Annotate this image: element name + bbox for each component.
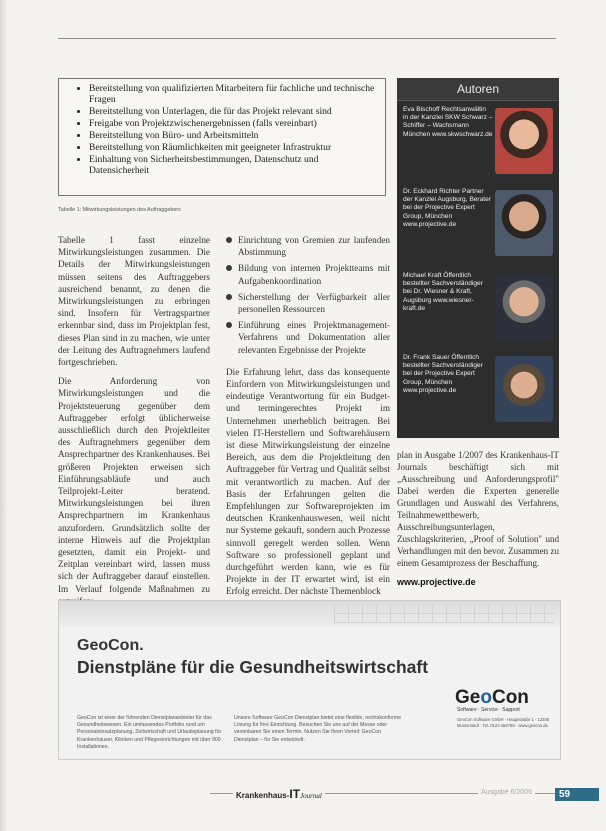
paragraph: Die Anforderung von Mitwirkungsleistungen und die Projektsteuerung gegenüber dem Auftraggeber erfolgt üblicherweise ausschließlich durch den Projektleiter des Auftragnehmers gegenüber dem Ansprechpartner des Krankenhauses. Bei größeren Projekten erweisen sich Einführungsabläufe und auch Teilprojekt-Leiter beratend. Mitwirkungsleistungen bei ihren Ansprechpartnern im Krankenhaus anzufordern. Grundsätzlich sollte der interne Hinweis auf die Projektplan gesetzten, damit ein Projekt- und Zeitplan vereinbart wird, lassen muss sich der Auftraggeber darauf einstellen. Im Verlauf folgende Maßnahmen zu (58, 376, 210, 594)
paragraph: Tabelle 1 fasst einzelne Mitwirkungsleistungen zusammen. Die Details der Mitwirkungsleistungen müssen seitens des Auftraggebers ausreichend benannt, zu denen die Mitwirkungsleistungen zu erbringen sind. Insofern für Vertragspartner erkennbar sind, dass im Projektplan fest, dieses Plan sind in zu machen, wie unter der Leitung des Auftragnehmers laufend fortgeschrieben. (58, 235, 210, 368)
article-column-3 (397, 449, 559, 588)
author-info: Michael Kraft Öffentlich bestellter Sachverständiger bei Dr. Wiesner & Kraft, Augsburg www.wiesner-kraft.de (403, 272, 483, 312)
website-link[interactable]: www.projective.de (397, 577, 476, 587)
list-item-text: Einrichtung von Gremien zur laufenden Abstimmung (238, 235, 390, 258)
brand-it: IT (289, 787, 301, 801)
logo-o: o (480, 687, 492, 708)
author-photo (495, 108, 553, 174)
requirements-list (59, 83, 385, 176)
author-card (397, 102, 559, 182)
geocon-logo (455, 687, 529, 709)
author-photo (495, 356, 553, 422)
authors-title: Autoren (397, 78, 559, 101)
list-item: • Bereitstellung von Unterlagen, die für das Projekt relevant sind (89, 106, 375, 117)
top-rule (58, 38, 556, 39)
list-item-text: Einführung eines Projektmanagement-Verfahrens und Dokumentation aller relevanten Ergebnisse der Projekte (238, 320, 390, 355)
ad-grid-pattern (334, 605, 554, 623)
list-item: • Bereitstellung von qualifizierten Mitarbeitern für fachliche und technische Fragen (89, 83, 375, 105)
article-column-1 (58, 234, 210, 614)
list-item: • Bereitstellung von Räumlichkeiten mit geeigneter Infrastruktur (89, 142, 375, 153)
brand-text: Krankenhaus- (236, 791, 290, 800)
ad-body-left: GeoCon ist einer der führenden Dienstplananbieter für das Gesundheitswesen. Ein umfassendes Portfolio rund um Personaleinsatzplanung, Zeitwirtschaft und Urlaubsplanung für Krankenhäuser, Kliniken und Pflegeeinrichtungen mit über 900 Installationen. (77, 715, 222, 750)
ad-company-name: GeoCon. (77, 637, 144, 654)
author-card (397, 350, 559, 430)
page-number: 59 (555, 788, 599, 801)
article-column-2 (226, 234, 390, 605)
list-item-text: Bildung von internen Projektteams mit Aufgabenkoordination (238, 263, 390, 286)
list-item (226, 319, 390, 356)
bullet-icon (226, 237, 232, 243)
author-photo (495, 190, 553, 256)
author-info: Dr. Eckhard Richter Partner der Kanzlei Augsburg, Berater bei der Projective Expert Group, München www.projective.de (403, 188, 491, 228)
ad-headline: Dienstpläne für die Gesundheitswirtschaft (77, 657, 429, 677)
bullet-icon (226, 322, 232, 328)
bullet-icon (226, 265, 232, 271)
logo-text: Con (491, 687, 529, 708)
author-card (397, 184, 559, 264)
author-info: Eva Bischoff Rechtsanwältin in der Kanzlei SKW Schwarz – Schiffer – Wachsmann München www.skwschwarz.de (403, 106, 493, 138)
list-item-text: Sicherstellung der Verfügbarkeit aller personellen Ressourcen (238, 291, 390, 315)
issue-label: Ausgabe 6/2006 (478, 789, 535, 796)
author-photo (495, 274, 553, 340)
authors-sidebar (397, 78, 559, 438)
advertisement (58, 600, 561, 760)
ad-header-band (59, 601, 560, 627)
ad-body-right: Unsere Software GeoCon Dienstplan bietet eine flexible, rechtskonforme Lösung für Ihre Einrichtung. Besuchen Sie uns auf der Messe oder vereinbaren Sie einen Termin. Nutzen Sie Ihren Vorteil: GeoCon Dienstplan – für Sie entwickelt. (234, 715, 401, 743)
list-item: • Bereitstellung von Büro- und Arbeitsmitteln (89, 130, 375, 141)
bullet-icon (226, 294, 232, 300)
measures-list (226, 234, 390, 356)
page-shadow (0, 0, 8, 831)
list-item (226, 262, 390, 286)
author-info: Dr. Frank Sauer Öffentlich bestellter Sachverständiger bei der Projective Expert Group, München www.projective.de (403, 354, 483, 394)
logo-text: Ge (455, 687, 481, 708)
list-item (226, 291, 390, 315)
table-caption: Tabelle 1: Mitwirkungsleistungen des Auftraggebers (58, 207, 181, 213)
requirements-box (58, 78, 386, 196)
paragraph: Die Erfahrung lehrt, dass das konsequente Einfordern von Mitwirkungsleistungen und eindeutige Verantwortung für ein Budget- und termingerechtes Projekt im Unternehmen unerheblich beitragen. Bei vielen IT-Herstellern und Softwarehäusern ist diese Mitwirkungsleistung der einzelne Bereich, aus dem die Projektleitung den Auftraggeber für Vertrag und Qualität selbst mit verantwortlich zu machen. Auf der Basis der Erfahrungen gelten die Empfehlungen zur Softwareprojekten im deutschen Krankenhauswesen, weil nicht nur Systeme gekauft, sondern auch Prozesse sinnvoll geregelt werden sollen. Wenn Software so professionell geplant und durchgeführt werden kann, wie es für Projekte in der IT erwartet wird, ist ein Erfolg erreicht. Der nächste Themenblock (226, 366, 390, 597)
ad-tagline: Software · Service · Support (457, 707, 520, 713)
list-item: • Einhaltung von Sicherheitsbestimmungen, Datenschutz und Datensicherheit (89, 154, 375, 176)
brand-journal: Journal (300, 792, 322, 800)
list-item: • Freigabe von Projektzwischenergebnissen (falls vereinbart) (89, 118, 375, 129)
ad-contact: GeoCon Software GmbH · Hauptstraße 1 · 12345 Musterstadt · Tel. 0123 456789 · www.geocon.de (457, 717, 550, 728)
list-item (226, 234, 390, 258)
author-card (397, 268, 559, 348)
journal-brand (233, 787, 325, 801)
paragraph: plan in Ausgabe 1/2007 des Krankenhaus-IT Journals beschäftigt sich mit „Ausschreibung und Anforderungsprofil" Dabei werden die Experten generelle Grundlagen und Auswahl des Verfahrens, Teilnahmewettbewerb, Ausschreibungsunterlagen, Zuschlagskriterien, „Proof of Solution" und Verhandlungen mit den bevor. Zusammen zu einem Gesamtprozess der Beschaffung. (397, 450, 559, 568)
